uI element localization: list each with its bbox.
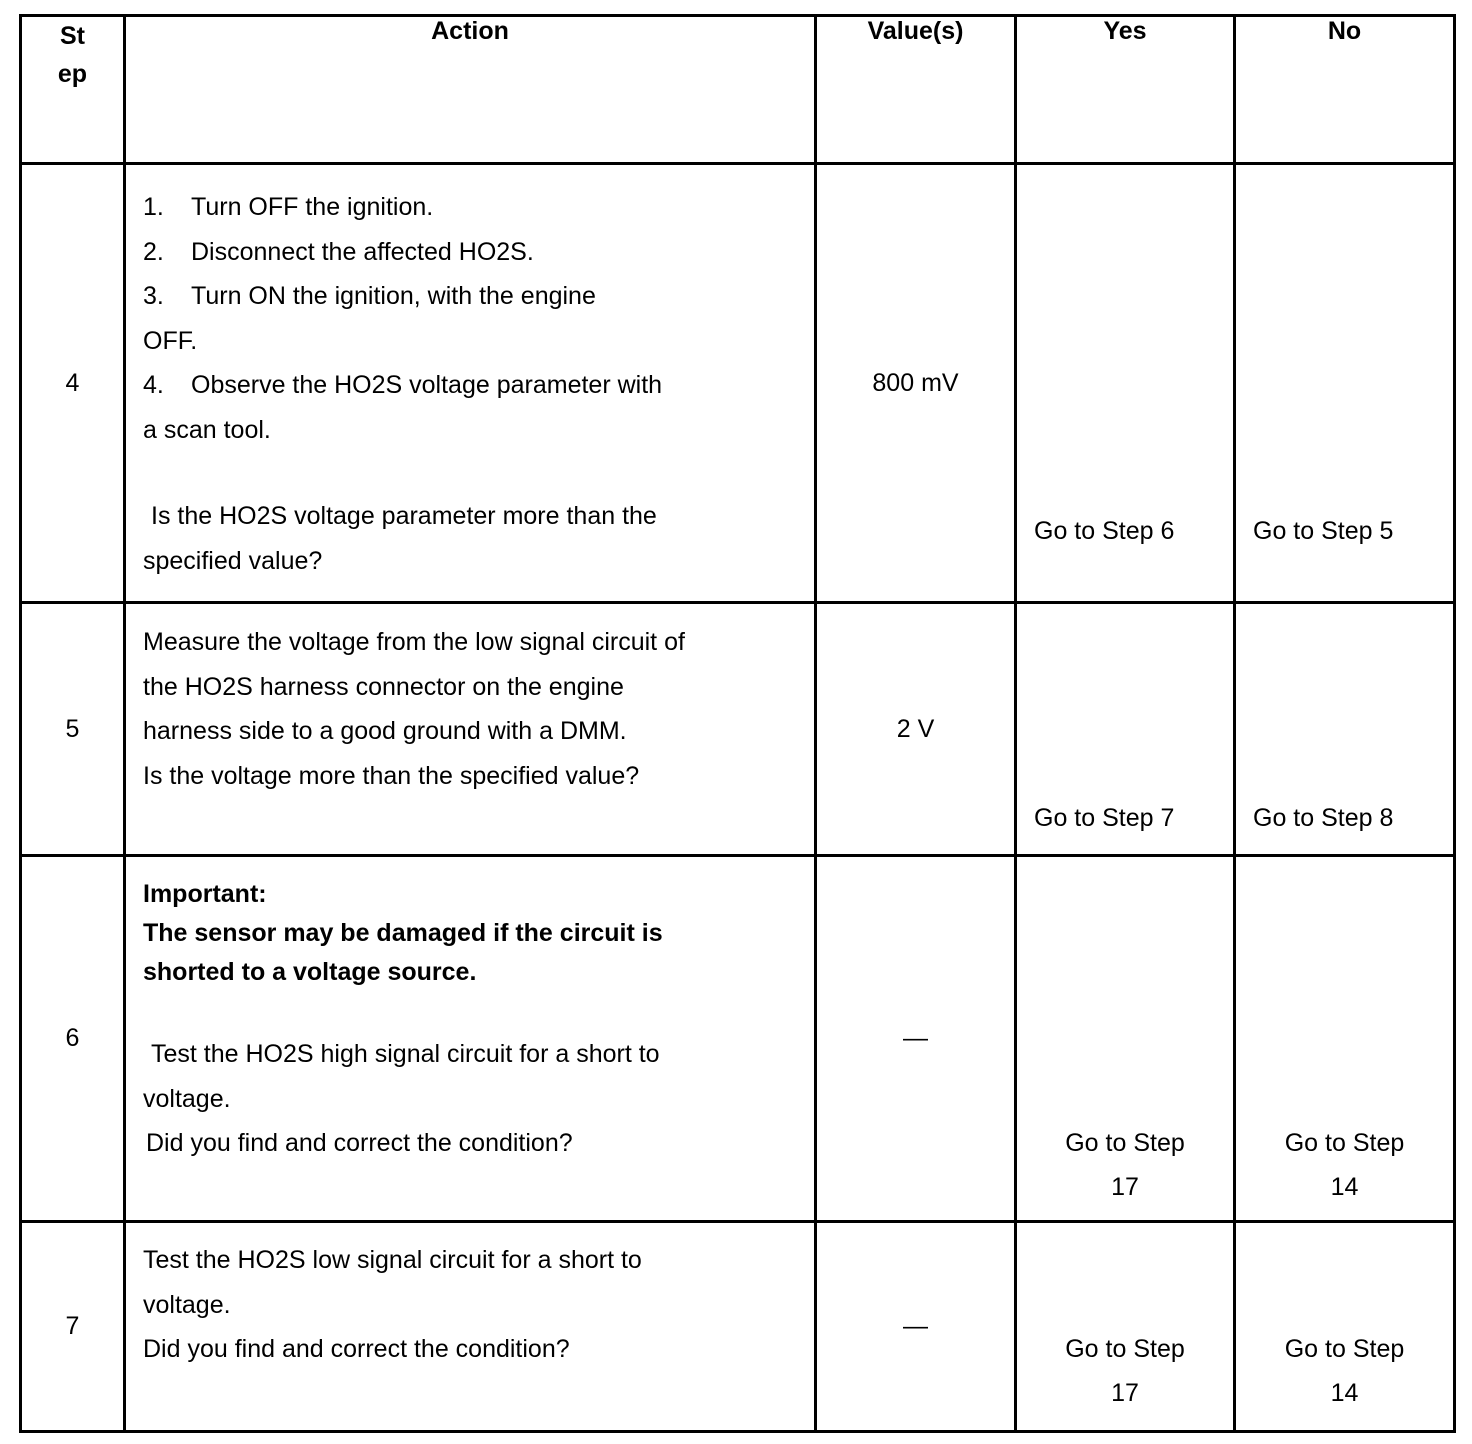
no-cell xyxy=(1235,603,1455,856)
action-step-1 xyxy=(143,185,800,230)
no-goto-line2: 14 xyxy=(1330,1379,1359,1407)
item-number: 1. xyxy=(143,193,164,221)
table-row-step-5 xyxy=(21,603,1455,856)
table-row-step-6 xyxy=(21,856,1455,1222)
action-step-3 xyxy=(143,274,800,319)
item-text: Disconnect the affected HO2S. xyxy=(191,237,534,266)
action-step-4 xyxy=(143,363,800,408)
header-values: Value(s) xyxy=(816,16,1016,164)
action-line2: the HO2S harness connector on the engine xyxy=(143,672,624,701)
action-line1: Test the HO2S low signal circuit for a short to xyxy=(143,1246,642,1274)
action-question-line1: Is the HO2S voltage parameter more than the xyxy=(151,502,657,530)
action-step-3-cont: OFF. xyxy=(143,326,198,355)
yes-goto-line1: Go to Step xyxy=(1065,1129,1185,1157)
no-goto-line1: Go to Step xyxy=(1284,1335,1405,1363)
action-question: Did you find and correct the condition? xyxy=(146,1129,573,1157)
table-row-step-4 xyxy=(21,164,1455,603)
yes-cell xyxy=(1016,164,1235,603)
value-cell: 800 mV xyxy=(816,164,1016,603)
yes-goto-line2: 17 xyxy=(1111,1173,1139,1201)
action-line2: voltage. xyxy=(143,1084,231,1113)
diagnostic-table xyxy=(19,14,1456,1433)
no-cell xyxy=(1235,1222,1455,1432)
action-question: Did you find and correct the condition? xyxy=(143,1335,570,1363)
no-goto-line2: 14 xyxy=(1330,1173,1359,1201)
action-cell xyxy=(125,164,816,603)
no-cell xyxy=(1235,856,1455,1222)
yes-cell xyxy=(1016,856,1235,1222)
value-cell: — xyxy=(816,1222,1016,1432)
action-cell xyxy=(125,856,816,1222)
header-yes: Yes xyxy=(1016,16,1235,164)
item-text: Turn OFF the ignition. xyxy=(191,193,434,221)
item-number: 4. xyxy=(143,371,164,399)
item-number: 2. xyxy=(143,237,164,266)
spacer xyxy=(143,992,800,1032)
yes-cell xyxy=(1016,603,1235,856)
yes-cell xyxy=(1016,1222,1235,1432)
header-row xyxy=(21,16,1455,164)
item-text: Turn ON the ignition, with the engine xyxy=(191,282,596,310)
action-question-line2: specified value? xyxy=(143,546,323,575)
no-goto: Go to Step 5 xyxy=(1253,517,1394,545)
header-no: No xyxy=(1235,16,1455,164)
header-step-line1: St xyxy=(60,22,85,50)
yes-goto: Go to Step 7 xyxy=(1034,804,1175,832)
no-cell xyxy=(1235,164,1455,603)
action-line1: Test the HO2S high signal circuit for a short to xyxy=(151,1040,660,1068)
header-action: Action xyxy=(125,16,816,164)
yes-goto-line2: 17 xyxy=(1111,1379,1139,1407)
no-goto-line1: Go to Step xyxy=(1284,1129,1405,1157)
value-cell: — xyxy=(816,856,1016,1222)
action-line2: voltage. xyxy=(143,1290,231,1319)
action-cell xyxy=(125,603,816,856)
action-step-4-cont: a scan tool. xyxy=(143,415,271,444)
step-number: 6 xyxy=(21,856,125,1222)
warning-line1: The sensor may be damaged if the circuit is xyxy=(143,919,663,947)
header-step-line2: ep xyxy=(57,60,88,88)
yes-goto: Go to Step 6 xyxy=(1034,517,1175,545)
action-cell xyxy=(125,1222,816,1432)
step-number: 7 xyxy=(21,1222,125,1432)
yes-goto-line1: Go to Step xyxy=(1065,1335,1185,1363)
spacer xyxy=(143,452,800,494)
action-step-2 xyxy=(143,230,800,275)
step-number: 4 xyxy=(21,164,125,603)
item-text: Observe the HO2S voltage parameter with xyxy=(191,371,663,399)
value-cell: 2 V xyxy=(816,603,1016,856)
important-label: Important: xyxy=(143,880,267,908)
step-number: 5 xyxy=(21,603,125,856)
no-goto: Go to Step 8 xyxy=(1253,804,1394,832)
table-row-step-7 xyxy=(21,1222,1455,1432)
item-number: 3. xyxy=(143,282,164,310)
header-step xyxy=(21,16,125,164)
action-line1: Measure the voltage from the low signal circuit of xyxy=(143,628,685,656)
action-line3: harness side to a good ground with a DMM. xyxy=(143,717,627,745)
action-question: Is the voltage more than the specified value? xyxy=(143,761,640,790)
warning-line2: shorted to a voltage source. xyxy=(143,958,477,986)
